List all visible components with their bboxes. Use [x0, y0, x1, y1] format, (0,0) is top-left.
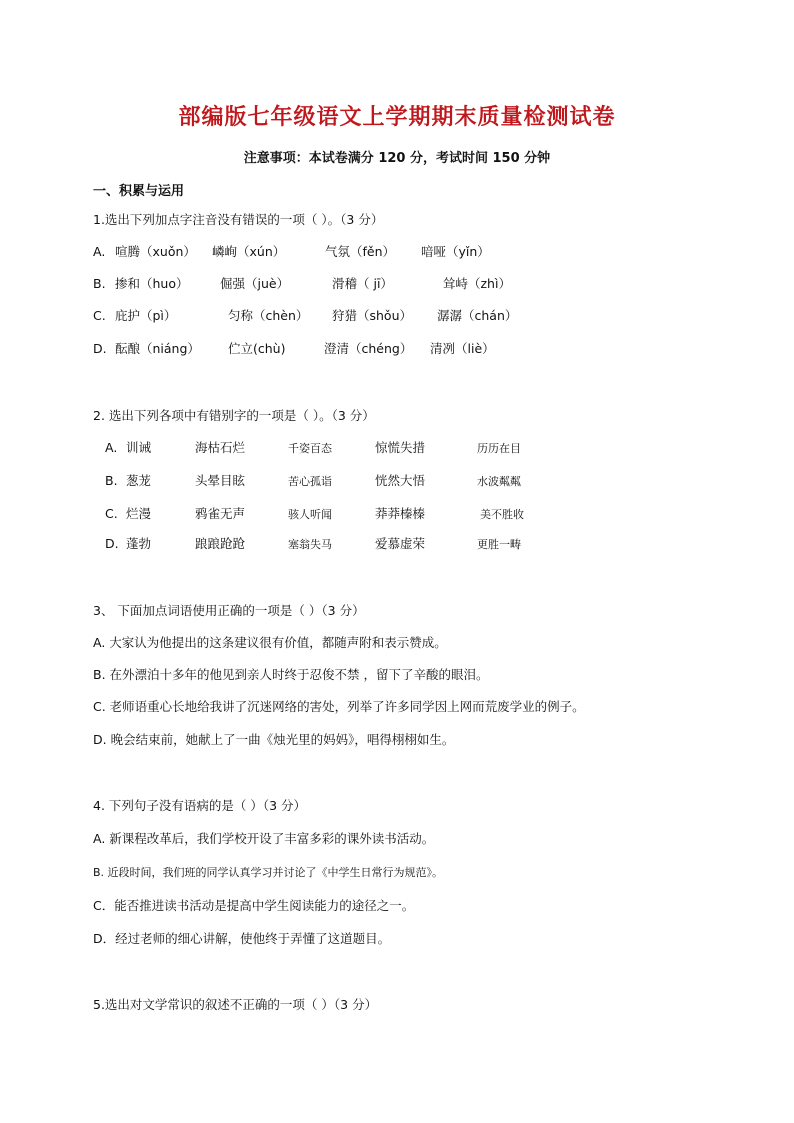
q2-cell: 更胜一畴: [477, 538, 521, 551]
section-heading: 一、积累与运用: [93, 184, 185, 199]
q1-cell: 伫立(chù): [228, 341, 286, 356]
q2-cell: 爱慕虚荣: [375, 536, 426, 551]
q2-option-label: B.: [105, 473, 118, 488]
q2-cell: 骇人听闻: [288, 508, 332, 521]
q1-option-label: D.: [93, 341, 107, 356]
q1-cell: 潺潺（chán）: [437, 308, 518, 323]
q2-cell: 苦心孤诣: [288, 475, 332, 488]
q3-option-c: C. 老师语重心长地给我讲了沉迷网络的害处，列举了许多同学因上网而荒废学业的例子。: [93, 699, 585, 714]
q2-option-label: C.: [105, 506, 118, 521]
question-2-stem: 2. 选出下列各项中有错别字的一项是（ ）。（3 分）: [93, 408, 375, 423]
q2-cell: 美不胜收: [480, 508, 524, 521]
q2-option-label: A.: [105, 440, 118, 455]
q1-cell: 澄清（chéng）: [324, 341, 413, 356]
q1-option-label: A.: [93, 244, 106, 259]
q2-cell: 水波粼粼: [477, 475, 521, 488]
q1-cell: 狩猎（shǒu）: [332, 308, 413, 323]
q2-cell: 烂漫: [126, 506, 152, 521]
q2-cell: 葱茏: [126, 473, 152, 488]
q4-option-a: A. 新课程改革后，我们学校开设了丰富多彩的课外读书活动。: [93, 831, 435, 846]
exam-notice: 注意事项：本试卷满分 120 分，考试时间 150 分钟: [243, 151, 551, 166]
q1-cell: 喑哑（yǐn）: [421, 244, 490, 259]
q2-cell: 塞翁失马: [288, 538, 332, 551]
q4-option-b: B. 近段时间，我们班的同学认真学习并讨论了《中学生日常行为规范》。: [93, 866, 444, 879]
q2-cell: 海枯石烂: [195, 440, 246, 455]
q1-cell: 滑稽（ jī）: [332, 276, 393, 291]
q2-cell: 惊慌失措: [375, 440, 426, 455]
question-5-stem: 5.选出对文学常识的叙述不正确的一项（ ）（3 分）: [93, 997, 378, 1012]
q2-cell: 莽莽榛榛: [375, 506, 426, 521]
question-4-stem: 4. 下列句子没有语病的是（ ）（3 分）: [93, 798, 307, 813]
q1-cell: 庇护（pì）: [115, 308, 177, 323]
q2-cell: 头晕目眩: [195, 473, 246, 488]
q1-cell: 气氛（fěn）: [325, 244, 396, 259]
q2-cell: 训诫: [126, 440, 152, 455]
q2-cell: 踉踉跄跄: [195, 536, 246, 551]
page-title: 部编版七年级语文上学期期末质量检测试卷: [178, 105, 616, 130]
q2-cell: 蓬勃: [126, 536, 152, 551]
q3-option-d: D. 晚会结束前，她献上了一曲《烛光里的妈妈》，唱得栩栩如生。: [93, 732, 455, 747]
question-3-stem: 3、 下面加点词语使用正确的一项是（ ）（3 分）: [93, 603, 365, 618]
q4-option-d: D．经过老师的细心讲解，使他终于弄懂了这道题目。: [93, 931, 391, 946]
q1-cell: 酝酿（niáng）: [115, 341, 200, 356]
q1-cell: 匀称（chèn）: [228, 308, 309, 323]
q3-option-b: B. 在外漂泊十多年的他见到亲人时终于忍俊不禁 ，留下了辛酸的眼泪。: [93, 667, 489, 682]
q1-cell: 喧腾（xuǒn）: [115, 244, 196, 259]
q1-cell: 嶙峋（xún）: [212, 244, 286, 259]
q2-cell: 鸦雀无声: [195, 506, 246, 521]
q1-option-label: B.: [93, 276, 106, 291]
q4-option-c: C．能否推进读书活动是提高中学生阅读能力的途径之一。: [93, 898, 415, 913]
q2-cell: 历历在目: [477, 442, 521, 455]
q1-option-label: C.: [93, 308, 106, 323]
q1-cell: 掺和（huo）: [115, 276, 189, 291]
q2-cell: 千姿百态: [288, 442, 332, 455]
question-1-stem: 1.选出下列加点字注音没有错误的一项（ ）。（3 分）: [93, 212, 384, 227]
q3-option-a: A. 大家认为他提出的这条建议很有价值，都随声附和表示赞成。: [93, 635, 447, 650]
q1-cell: 倔强（juè）: [220, 276, 290, 291]
q2-cell: 恍然大悟: [375, 473, 426, 488]
q2-option-label: D.: [105, 536, 119, 551]
q1-cell: 清冽（liè）: [430, 341, 495, 356]
q1-cell: 耸峙（zhì）: [443, 276, 511, 291]
